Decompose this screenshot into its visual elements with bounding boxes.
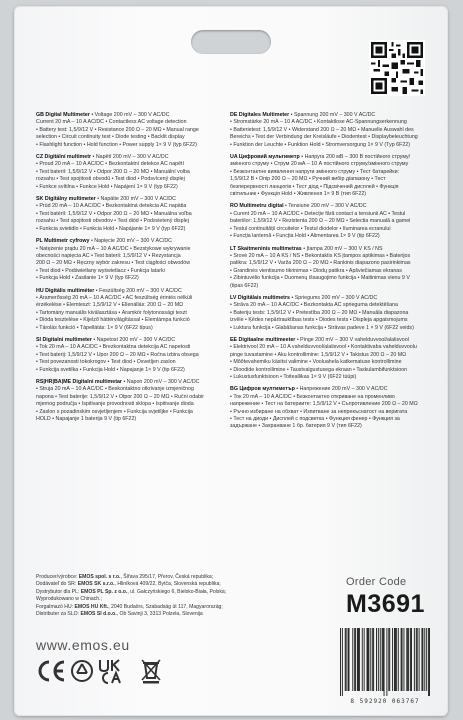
spec-line bbox=[36, 302, 238, 309]
spec-text: • Testul continuității circuitelor • Testul diodelor • Iluminarea ecranului bbox=[230, 225, 391, 232]
barcode-bar bbox=[382, 628, 383, 691]
right-language-block bbox=[230, 337, 430, 381]
manufacturer-text: Dystrybutor dla PL: bbox=[36, 588, 81, 595]
product-title: UA Цифровий мультиметр bbox=[230, 154, 300, 161]
barcode-bar bbox=[372, 628, 373, 691]
order-code-label: Order Code bbox=[346, 576, 407, 588]
spec-text: • Curent 20 mA – 10 A AC/DC • Detecție fără contact a tensiunii AC • Testul bbox=[230, 210, 406, 217]
barcode-bar bbox=[416, 628, 417, 691]
spec-text: • Áramerősség 20 mA – 10 A AC/DC • AC feszültség érintés nélküli bbox=[36, 294, 193, 301]
manufacturer-line bbox=[36, 611, 266, 618]
spec-line bbox=[36, 161, 238, 168]
spec-line bbox=[230, 337, 430, 344]
left-language-block bbox=[36, 154, 238, 191]
spec-text: • Dioodide kontrollimine • Taustvalgustusega ekraan • Taskulambifunktsioon bbox=[230, 366, 408, 373]
ukca-mark-icon bbox=[98, 658, 132, 684]
spec-line bbox=[36, 112, 238, 119]
spec-line bbox=[36, 359, 238, 366]
manufacturer-text: Dodávateľ do SR: bbox=[36, 581, 78, 588]
spec-text: змінного струму • Струм 20 мА – 10 А постійного струму/змінного струму bbox=[230, 161, 409, 168]
spec-text: • Pinge 200 mV – 300 V vahelduvvool/alalisvool bbox=[295, 336, 409, 343]
spec-text: напрежение • Тест на батериите: 1,5/9/12 V • Съпротивление 200 Ω – 20 MΩ bbox=[230, 401, 418, 408]
barcode-bar bbox=[408, 628, 409, 691]
product-title: EE Digitaalne multimeeter bbox=[230, 336, 296, 343]
spec-text: • Elektrivool 20 mA – 10 A vahelduvvool/alalisvool • Kontaktivaba vahelduvvoolu bbox=[230, 344, 417, 351]
spec-line bbox=[36, 176, 238, 183]
spec-text: érzékelése • Elemteszt: 1,5/9/12 V • Ellenállás: 200 Ω – 20 MΩ bbox=[36, 302, 184, 309]
barcode-bar bbox=[340, 628, 341, 696]
spec-text: світильник • Функція Hold • Живлення 1× 9 В (тип 6F22) bbox=[230, 191, 367, 198]
spec-line bbox=[230, 233, 430, 240]
spec-line bbox=[230, 352, 430, 359]
spec-line bbox=[36, 142, 238, 149]
spec-line bbox=[230, 344, 430, 351]
spec-text: obecności napięcia AC • Test baterii: 1,5/9/12 V • Rezystancja bbox=[36, 252, 181, 259]
barcode-bar bbox=[394, 628, 395, 691]
spec-line bbox=[36, 218, 238, 225]
spec-text: • Bateriju tests: 1,5/9/12 V • Pretestība 200 Ω – 20 MΩ • Manuāla diapazona bbox=[230, 309, 409, 316]
spec-text: • Funkce svítilna • Funkce Hold • Napájení 1× 9 V (typ 6F22) bbox=[36, 183, 178, 190]
spec-text: • Natężenie prądu 20 mA – 10 A AC/DC • Bezstykowe wykrywanie bbox=[36, 245, 191, 252]
spec-line bbox=[36, 367, 238, 374]
spec-text: • Feszültség 200 mV – 300 V AC/DC bbox=[94, 287, 182, 294]
product-title: BG Цифров мултиметър bbox=[230, 386, 295, 393]
spec-line bbox=[230, 218, 430, 225]
spec-text: • Test batérií: 1,5/9/12 V • Odpor 200 Ω – 20 MΩ • Manuálna voľba bbox=[36, 210, 192, 217]
spec-line bbox=[230, 127, 430, 134]
spec-text: • Batterietest: 1,5/9/12 V • Widerstand 200 Ω – 20 MΩ • Manuelle Auswahl des bbox=[230, 126, 414, 133]
spec-line bbox=[230, 134, 430, 141]
barcode-bar bbox=[380, 628, 381, 691]
spec-line bbox=[230, 191, 430, 198]
spec-text: Bereichs • Test der Verbindung der Kreisläufe • Diodentest • Displaybeleuchtung bbox=[230, 134, 418, 141]
hang-hole bbox=[191, 30, 271, 54]
spec-text: • Strāva 20 mA – 10 A AC/DC • Bezkontakta AC sprieguma detektēšana bbox=[230, 302, 399, 309]
spec-line bbox=[230, 367, 430, 374]
spec-text: • Funkcija svetilka • Funkcija Hold • Napajanje 1× 9 V (tip 6F22) bbox=[36, 366, 185, 373]
spec-text: • Tensiune 200 mV – 300 V AC/DC bbox=[283, 203, 367, 210]
spec-line bbox=[230, 401, 430, 408]
barcode-bar bbox=[426, 628, 427, 691]
manufacturer-text: Producer/výrobce: bbox=[36, 574, 79, 580]
spec-text: • Ток 20 mA – 10 A AC/DC • Безконтактно откриване на променливо bbox=[230, 393, 395, 400]
spec-text: • Funkcja Hold • Zasilanie 1× 9 V (typ 6F22) bbox=[36, 275, 139, 282]
barcode-bar bbox=[342, 628, 343, 696]
spec-line bbox=[36, 317, 238, 324]
left-language-block bbox=[36, 196, 238, 233]
manufacturer-line bbox=[36, 589, 266, 596]
barcode-bar bbox=[388, 628, 389, 691]
spec-text: • Dióda tesztelése • Kijelző háttérvilágítással • Elemlámpa funkció bbox=[36, 317, 190, 324]
company-name: EMOS HU Kft. bbox=[74, 603, 109, 610]
spec-line bbox=[230, 184, 430, 191]
barcode-bar bbox=[354, 628, 355, 691]
certification-marks bbox=[36, 658, 176, 686]
spec-line bbox=[36, 119, 238, 126]
manufacturer-line bbox=[36, 596, 266, 603]
spec-text: rozsahu • Test spojitosti obvodů • Test diod • Podsvícený displej bbox=[36, 176, 185, 183]
spec-line bbox=[230, 359, 430, 366]
barcode-bar bbox=[367, 628, 368, 691]
spec-line bbox=[230, 394, 430, 401]
manufacturer-text: , Hliníková 409/22, Bytča, Slovenská republika; bbox=[114, 581, 221, 588]
right-language-block bbox=[230, 203, 430, 240]
spec-text: • Lukustusfunktsioon • Toiteallikas 1× 9 V (6F22 tüüpi) bbox=[230, 374, 357, 380]
barcode-bar bbox=[367, 628, 368, 691]
right-language-block bbox=[230, 112, 430, 149]
barcode-bar bbox=[417, 628, 418, 691]
barcode-bar bbox=[398, 628, 399, 691]
barcode-bar bbox=[421, 628, 422, 691]
barcode-bar bbox=[407, 628, 408, 691]
manufacturer-text: , Šířava 295/17, Přerov, Česká republika; bbox=[120, 574, 214, 580]
product-title: PL Multimetr cyfrowy bbox=[36, 238, 90, 245]
spec-line bbox=[36, 260, 238, 267]
left-language-block bbox=[36, 379, 238, 423]
barcode-bar bbox=[362, 628, 363, 691]
spec-line bbox=[230, 176, 430, 183]
spec-text: • Įtampa 200 mV – 300 V KS / NS bbox=[301, 245, 383, 252]
spec-text: • Grandinės vientisumo tikrinimas • Diodų patikra • Apšviečiamas ekranas bbox=[230, 267, 402, 274]
manufacturer-line bbox=[36, 604, 266, 611]
spec-text: • Test baterií: 1,5/9/12 V • Odpor 200 Ω – 20 MΩ • Manuální volba bbox=[36, 168, 190, 175]
ce-mark-icon bbox=[36, 658, 66, 684]
barcode-bar bbox=[414, 628, 415, 691]
spec-line bbox=[36, 238, 238, 245]
product-title: LT Skaitmeninis multimetras bbox=[230, 245, 302, 252]
spec-line bbox=[230, 374, 430, 381]
left-language-block bbox=[36, 288, 238, 332]
barcode-bar bbox=[383, 628, 384, 691]
spec-line bbox=[36, 226, 238, 233]
recycling-icon bbox=[70, 658, 94, 684]
spec-line bbox=[230, 119, 430, 126]
barcode-bar bbox=[389, 628, 390, 691]
manufacturer-line bbox=[36, 581, 266, 588]
barcode-bar bbox=[376, 628, 377, 691]
barcode-bar bbox=[364, 628, 365, 691]
website-url: www.emos.eu bbox=[36, 637, 130, 653]
barcode-bar bbox=[402, 628, 403, 691]
spec-text: • Test povezanosti tokokrogov • Test diod • Osvetljen zaslon bbox=[36, 359, 176, 366]
spec-line bbox=[36, 169, 238, 176]
barcode-bar bbox=[410, 628, 411, 691]
spec-text: • Tartomány manuális kiválasztása • Áramkör folytonossági teszt bbox=[36, 309, 187, 316]
product-title: HU Digitális multiméter bbox=[36, 287, 95, 294]
spec-line bbox=[36, 344, 238, 351]
spec-line bbox=[36, 253, 238, 260]
spec-line bbox=[230, 416, 430, 423]
spec-text: • Stromstärke 20 mA – 10 A AC/DC • Kontaktlose AC-Spannungserkennung bbox=[230, 119, 407, 126]
spec-line bbox=[36, 379, 238, 386]
spec-text: • Test baterij: 1,5/9/12 V • Upor 200 Ω – 20 MΩ • Ročna izbira obsega bbox=[36, 351, 199, 358]
company-name: EMOS PL Sp. z o.o. bbox=[80, 588, 128, 595]
right-language-block bbox=[230, 295, 430, 332]
barcode-bar bbox=[370, 628, 371, 691]
spec-line bbox=[230, 260, 430, 267]
spec-text: • Funkcia svietidlo • Funkcia Hold • Napájanie 1× 9 V (typ 6F22) bbox=[36, 225, 186, 232]
spec-line bbox=[230, 275, 430, 282]
spec-line bbox=[36, 275, 238, 282]
spec-text: • Zaslon s pozadinskim osvjetljenjem • Funkcija svjetiljke • Funkcija bbox=[36, 408, 193, 415]
spec-line bbox=[230, 268, 430, 275]
spec-line bbox=[230, 302, 430, 309]
spec-text: • Žibintuvėlio funkcija • Duomenų išsaugojimo funkcija • Maitinimas vienu 9 V bbox=[230, 275, 410, 282]
left-language-block bbox=[36, 238, 238, 282]
spec-text: • Spannung 200 mV – 300 V AC/DC bbox=[289, 112, 376, 118]
spec-line bbox=[230, 310, 430, 317]
spec-line bbox=[36, 352, 238, 359]
barcode-bar bbox=[424, 628, 425, 691]
spec-text: napona • Test baterije: 1,5/9/12 V • Otpor 200 Ω – 20 MΩ • Ručni odabir bbox=[36, 393, 204, 400]
barcode-icon bbox=[340, 628, 430, 696]
barcode-bar bbox=[358, 628, 359, 691]
right-language-block bbox=[230, 386, 430, 430]
spec-text: • Mõõtevahemiku käsitsi valimine • Vooluahela katkematuse kontrollimine bbox=[230, 359, 402, 366]
spec-text: pinge tuvastamine • Aku kontrollimine: 1,5/9/12 V • Takistus 200 Ω – 20 MΩ bbox=[230, 351, 407, 358]
barcode-bar bbox=[396, 628, 397, 691]
spec-line bbox=[36, 394, 238, 401]
spec-text: selection • Circuit continuity test • Diode testing • Backlit display bbox=[36, 134, 185, 141]
spec-line bbox=[230, 283, 430, 290]
spec-line bbox=[230, 154, 430, 161]
spec-text: patikra: 1,5/9/12 V • Varža 200 Ω – 20 MΩ • Rankinis diapazono pasirinkimas bbox=[230, 260, 411, 267]
barcode-bar bbox=[392, 628, 393, 691]
spec-line bbox=[230, 246, 430, 253]
spec-text: • Напруга 200 мВ – 300 В постійного струму/ bbox=[299, 154, 411, 161]
barcode-bar bbox=[406, 628, 407, 691]
spec-line bbox=[230, 409, 430, 416]
spec-text: • Напрежение 200 mV – 300 V AC/DC bbox=[294, 386, 388, 393]
barcode-bar bbox=[428, 628, 429, 696]
barcode-bar bbox=[422, 628, 423, 691]
spec-text: • Funktion der Leuchte • Funktion Hold • Stromversorgung 1× 9 V (Typ 6F22) bbox=[230, 141, 411, 148]
spec-line bbox=[230, 112, 430, 119]
spec-text: • Napětí 200 mV – 300 V AC/DC bbox=[91, 154, 169, 161]
spec-text: • Funcția lanternă • Funcția Hold • Alimentarea 1× 9 V (tip 6F22) bbox=[230, 233, 380, 240]
spec-text: (tipas 6F22) bbox=[230, 282, 259, 289]
spec-text: HOLD • Napajanje 1 baterija 9 V (tip 6F22) bbox=[36, 416, 137, 423]
spec-line bbox=[36, 325, 238, 332]
manufacturer-text: , 2040 Budaörs, Szabadság út 117, Magyarország; bbox=[108, 603, 223, 610]
weee-bin-icon bbox=[140, 658, 162, 684]
right-language-column bbox=[230, 112, 430, 436]
product-title: GB Digital Multimeter bbox=[36, 112, 90, 118]
manufacturer-info bbox=[36, 574, 266, 618]
barcode-bar bbox=[403, 628, 404, 691]
manufacturer-text: , ul. Gałczyńskiego 6, Bielsko-Biała, Polska; bbox=[127, 588, 227, 595]
barcode-bar bbox=[348, 628, 349, 691]
spec-text: 200 Ω – 20 MΩ • Ręczny wybór zakresu • Test ciągłości obwodów bbox=[36, 260, 191, 267]
spec-line bbox=[230, 226, 430, 233]
spec-text: • Napetost 200 mV – 300 V AC/DC bbox=[91, 336, 176, 343]
spec-text: • Spriegums 200 mV – 300 V AC/DC bbox=[289, 294, 378, 301]
spec-text: • Tárolás funkció • Tápellátás: 1× 9 V (6F22 típus) bbox=[36, 324, 153, 331]
right-language-block bbox=[230, 154, 430, 198]
barcode-bar bbox=[384, 628, 385, 696]
barcode-bar bbox=[355, 628, 356, 691]
barcode-bar bbox=[359, 628, 360, 691]
spec-text: • Luktura funkcija • Glabāšanas funkcija • Strāvas padeve 1 × 9 V (6F22 veids) bbox=[230, 324, 414, 331]
barcode-bar bbox=[368, 628, 369, 691]
spec-text: izvēle • Ķēdes nepārtrauktības tests • Diodes tests • Displeja apgaismojums bbox=[230, 317, 408, 324]
spec-line bbox=[36, 134, 238, 141]
company-name: EMOS spol. s r.o. bbox=[78, 574, 121, 580]
spec-line bbox=[230, 142, 430, 149]
spec-line bbox=[36, 196, 238, 203]
barcode-bar bbox=[411, 628, 412, 691]
spec-text: mjernog područja • Ispitivanje provodnosti sklopa • Ispitivanje dioda bbox=[36, 401, 194, 408]
product-title: DE Digitales Multimeter bbox=[230, 112, 290, 118]
product-title: SI Digitalni multimeter bbox=[36, 336, 92, 343]
spec-text: • Prúd 20 mA – 10 A AC/DC • Bezkontaktná detekcia AC napätia bbox=[36, 203, 187, 210]
barcode-bar bbox=[401, 628, 402, 691]
spec-line bbox=[230, 161, 430, 168]
product-title: CZ Digitální multimetr bbox=[36, 154, 92, 161]
manufacturer-text: Forgalmazó HU: bbox=[36, 603, 75, 610]
left-language-column bbox=[36, 112, 238, 428]
spec-line bbox=[36, 386, 238, 393]
barcode-number: 8 592920 063767 bbox=[350, 698, 420, 705]
barcode-bar bbox=[352, 628, 353, 691]
barcode-bar bbox=[349, 628, 350, 691]
spec-line bbox=[36, 337, 238, 344]
product-title: SK Digitálny multimeter bbox=[36, 196, 96, 203]
barcode-bar bbox=[357, 628, 358, 691]
spec-line bbox=[36, 310, 238, 317]
barcode-bar bbox=[386, 628, 387, 696]
spec-line bbox=[230, 169, 430, 176]
left-language-block bbox=[36, 337, 238, 374]
spec-line bbox=[36, 203, 238, 210]
barcode-bar bbox=[419, 628, 420, 691]
spec-text: • Ръчно избиране на обхват • Изпитване за непрекъснатост на веригата bbox=[230, 408, 408, 415]
spec-line bbox=[36, 416, 238, 423]
spec-line bbox=[230, 423, 430, 430]
spec-line bbox=[230, 317, 430, 324]
order-code-value: M3691 bbox=[346, 590, 425, 618]
spec-text: • Тест на диоди • Дисплей с подсветка • Функция фенер • Функция за bbox=[230, 416, 400, 423]
barcode-bar bbox=[429, 628, 430, 696]
spec-line bbox=[36, 184, 238, 191]
spec-text: • Test diod • Podświetlany wyświetlacz • Funkcja latarki bbox=[36, 267, 165, 274]
spec-line bbox=[230, 203, 430, 210]
spec-text: bateriilor: 1,5/9/12 V • Rezistenta 200 Ω – 20 MΩ • Selectia manuală a gamei bbox=[230, 218, 411, 225]
spec-text: Current 20 mA – 10 A AC/DC • Contactless AC voltage detection bbox=[36, 119, 187, 126]
spec-line bbox=[36, 401, 238, 408]
spec-text: • Struja 20 mA – 10 A AC/DC • Beskontaktno otkrivanje izmjeničnog bbox=[36, 386, 194, 393]
spec-line bbox=[230, 253, 430, 260]
spec-text: задържане • Захранване 1 бр. батерия 9 V (тип 6F22) bbox=[230, 423, 362, 430]
spec-text: • Proud 20 mA – 10 A AC/DC • Bezkontaktní detekce AC napětí bbox=[36, 161, 184, 168]
spec-line bbox=[230, 211, 430, 218]
spec-line bbox=[230, 325, 430, 332]
barcode-bar bbox=[373, 628, 374, 691]
company-name: EMOS SK s.r.o. bbox=[77, 581, 115, 588]
spec-text: • Srovė 20 mA – 10 A KS / NS • Bekontaktis KS įtampos aptikimas • Baterijos bbox=[230, 252, 411, 259]
product-title: RO Multimetru digital bbox=[230, 203, 284, 210]
spec-line bbox=[36, 211, 238, 218]
spec-text: безперервності ланцюгів • Тест діод • Підсвічений дисплей • Функція bbox=[230, 183, 399, 190]
product-title: RS|HR|BA|ME Digitalni multimetar bbox=[36, 379, 122, 385]
spec-line bbox=[36, 295, 238, 302]
right-language-block bbox=[230, 246, 430, 290]
spec-text: 1,5/9/12 В • Опір 200 Ω – 20 MΩ • Ручний вибір діапазону • Тест bbox=[230, 176, 386, 183]
qr-code-icon bbox=[369, 40, 425, 96]
spec-text: • Napätie 200 mV – 300 V AC/DC bbox=[95, 196, 176, 203]
spec-line bbox=[36, 409, 238, 416]
barcode-bar bbox=[345, 628, 346, 691]
spec-line bbox=[36, 246, 238, 253]
spec-line bbox=[36, 154, 238, 161]
product-title: LV Digitālais multimetrs bbox=[230, 294, 290, 301]
spec-text: rozsahu • Test spojitosti obvodov • Test diód • Podsvietený displej bbox=[36, 218, 189, 225]
spec-text: • Voltage 200 mV – 300 V AC/DC bbox=[89, 112, 170, 118]
barcode-bar bbox=[378, 628, 379, 691]
barcode-bar bbox=[346, 628, 347, 691]
spec-text: • Napięcie 200 mV – 300 V AC/DC bbox=[89, 238, 173, 245]
manufacturer-line bbox=[36, 574, 266, 581]
spec-line bbox=[230, 295, 430, 302]
spec-line bbox=[36, 268, 238, 275]
company-name: EMOS SI d.o.o. bbox=[80, 611, 117, 618]
manufacturer-text: Wyprodukowano w Chinach.; bbox=[36, 596, 102, 603]
spec-line bbox=[36, 288, 238, 295]
spec-line bbox=[230, 386, 430, 393]
manufacturer-text: Distributer za SLO: bbox=[36, 611, 81, 618]
spec-text: • Napon 200 mV – 300 V AC/DC bbox=[121, 379, 200, 385]
spec-text: • Battery test: 1,5/9/12 V • Resistance 200 Ω – 20 MΩ • Manual range bbox=[36, 126, 199, 133]
manufacturer-text: , Ob Savinji 3, 3313 Polzela, Slovenija bbox=[116, 611, 203, 618]
spec-text: • Flashlight function • Hold function • Power supply 1× 9 V (typ 6F22) bbox=[36, 141, 197, 148]
spec-line bbox=[36, 127, 238, 134]
barcode-bar bbox=[395, 628, 396, 691]
spec-text: • Безконтактне виявлення напруги змінного струму • Тест батарейки: bbox=[230, 168, 400, 175]
spec-text: • Tok 20 mA – 10 A AC/DC • Brezkontaktna detekcija AC napetosti bbox=[36, 344, 191, 351]
left-language-block bbox=[36, 112, 238, 149]
